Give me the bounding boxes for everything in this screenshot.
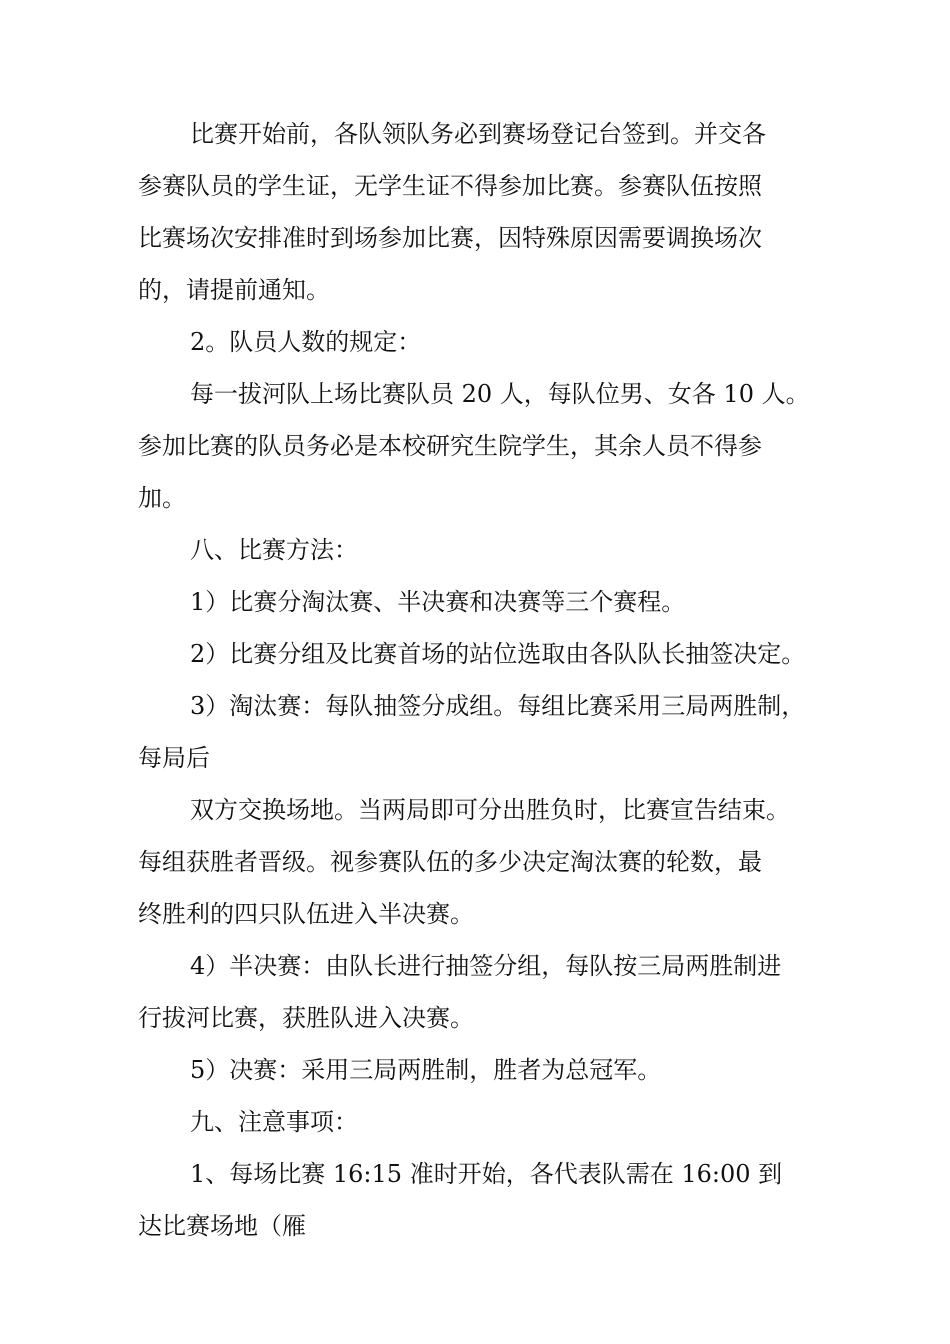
- text-line-5: 2。队员人数的规定：: [190, 328, 422, 356]
- text-line-21: 1、每场比赛 16:15 准时开始，各代表队需在 16:00 到: [190, 1160, 783, 1188]
- text-line-18: 行拔河比赛，获胜队进入决赛。: [138, 1004, 474, 1032]
- text-line-2: 参赛队员的学生证，无学生证不得参加比赛。参赛队伍按照: [138, 172, 762, 200]
- text-line-14: 双方交换场地。当两局即可分出胜负时，比赛宣告结束。: [190, 796, 790, 824]
- text-line-13: 每局后: [138, 744, 210, 772]
- text-line-7: 参加比赛的队员务必是本校研究生院学生，其余人员不得参: [138, 432, 762, 460]
- text-line-10: 1）比赛分淘汰赛、半决赛和决赛等三个赛程。: [190, 588, 686, 616]
- text-line-17: 4）半决赛：由队长进行抽签分组，每队按三局两胜制进: [190, 952, 782, 980]
- text-line-4: 的，请提前通知。: [138, 276, 330, 304]
- text-line-8: 加。: [138, 484, 186, 512]
- text-line-16: 终胜利的四只队伍进入半决赛。: [138, 900, 474, 928]
- text-line-19: 5）决赛：采用三局两胜制，胜者为总冠军。: [190, 1056, 662, 1084]
- text-line-11: 2）比赛分组及比赛首场的站位选取由各队队长抽签决定。: [190, 640, 806, 668]
- text-line-6: 每一拔河队上场比赛队员 20 人，每队位男、女各 10 人。: [190, 380, 810, 408]
- text-line-22: 达比赛场地（雁: [138, 1212, 306, 1240]
- document-body: [138, 108, 838, 1252]
- text-line-1: 比赛开始前，各队领队务必到赛场登记台签到。并交各: [190, 120, 766, 148]
- text-line-15: 每组获胜者晋级。视参赛队伍的多少决定淘汰赛的轮数，最: [138, 848, 762, 876]
- text-line-9: 八、比赛方法：: [190, 536, 358, 564]
- text-line-12: 3）淘汰赛：每队抽签分成组。每组比赛采用三局两胜制，: [190, 692, 806, 720]
- text-line-20: 九、注意事项：: [190, 1108, 358, 1136]
- text-line-3: 比赛场次安排准时到场参加比赛，因特殊原因需要调换场次: [138, 224, 762, 252]
